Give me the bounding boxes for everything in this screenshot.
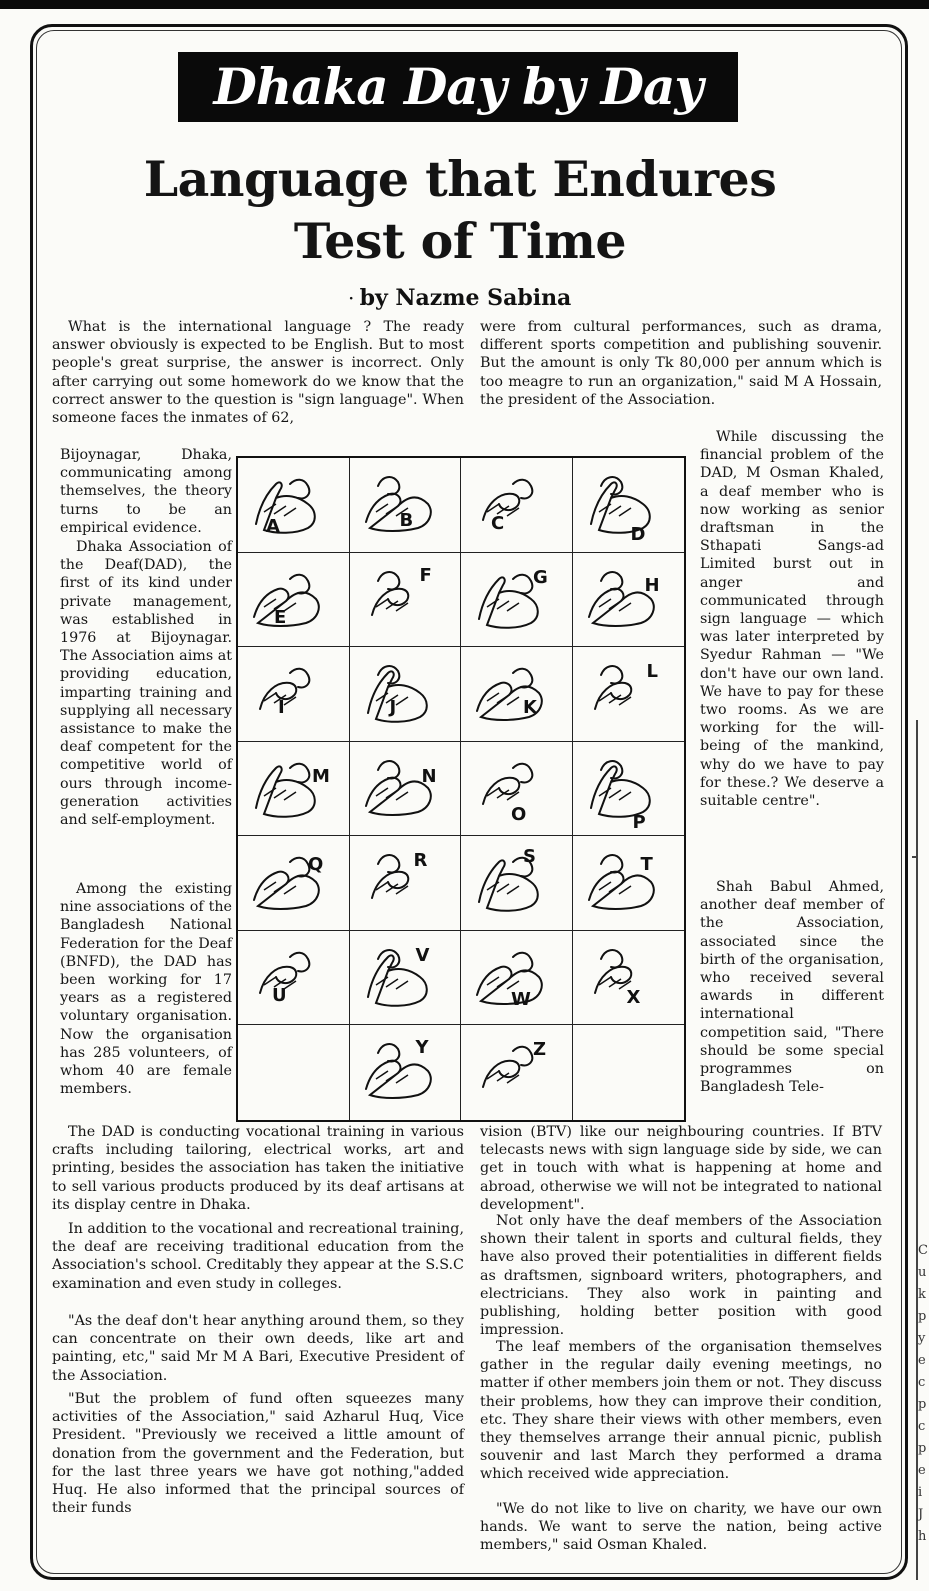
article-paragraph-left-bottom-4: "But the problem of fund often squeezes many activities of the Association," said Azharul Huq, Vice President. "Previously we received a little amount of donation from the government and the Federation, but for the last three years we have got nothing,"added Huq. He also informed that the principal sources of their funds (52, 1391, 464, 1517)
sign-letter-label: W (511, 988, 531, 1010)
article-paragraph-left-bottom-3: "As the deaf don't hear anything around them, so they can concentrate on their own deeds, like art and painting, etc," said Mr M A Bari, Executive President of the Association. (52, 1313, 464, 1384)
finger-line (284, 886, 296, 894)
hand-sign-icon (469, 937, 549, 1011)
hand-fingers (378, 1044, 399, 1061)
hand-outline (591, 766, 650, 816)
hand-outline (479, 861, 538, 911)
sign-cell (573, 836, 685, 931)
sign-letter-label: L (646, 661, 658, 683)
finger-line (386, 1073, 398, 1081)
article-paragraph-left-bottom-1: The DAD is conducting vocational training in various crafts including tailoring, electrical works, art and printing, besides the association has taken the initiative to sell various products produced by its deaf artisans at its display centre in Dhaka. (52, 1124, 464, 1213)
sign-letter-label: H (644, 574, 660, 596)
sign-letter-label: D (630, 524, 646, 545)
hand-outline (589, 872, 654, 909)
hand-fingers (513, 669, 532, 688)
sign-letter-label: M (312, 765, 330, 787)
sign-cell (461, 742, 573, 837)
headline (60, 148, 860, 272)
finger-line (619, 508, 631, 516)
hand-sign-icon (469, 842, 549, 916)
sign-letter-label: P (632, 811, 646, 833)
adjacent-column-tick (912, 856, 918, 858)
sign-cell (573, 742, 685, 837)
article-paragraph-right-bottom-2: Not only have the deaf members of the Association shown their talent in sports and cultural fields, they have also proved their potentialities in different fields as draftsmen, signboard writers, photographers, and electricians. They also work in painting and publishing, holding better position with good impression. (480, 1213, 882, 1339)
finger-line (274, 506, 286, 514)
finger-line (376, 1071, 388, 1079)
finger-line (376, 977, 388, 985)
finger-line (386, 790, 398, 798)
finger-line (507, 697, 519, 705)
finger-line (497, 884, 509, 892)
article-paragraph-narrow-left-2: Dhaka Association of the Deaf(DAD), the first of its kind under private management, was established in 1976 at Bijoynagar. The Association aims at providing education, imparting training and supplying all necessary assistance to make the deaf competent for the competitive world of ours through income-generation activities and self-employment. (60, 539, 232, 829)
hand-outline (483, 777, 519, 803)
sign-cell (350, 742, 462, 837)
sign-letter-label: K (523, 697, 537, 719)
finger-line (609, 790, 621, 798)
sign-cell (350, 553, 462, 648)
sign-letter-label: G (533, 566, 548, 588)
sign-cell (238, 742, 350, 837)
hand-sign-icon (469, 748, 549, 822)
sign-letter-label: R (413, 850, 428, 872)
hand-outline (477, 967, 542, 1004)
hand-outline (256, 766, 315, 816)
finger-line (599, 882, 611, 890)
finger-line (609, 601, 621, 609)
sign-letter-label: C (491, 513, 505, 534)
finger-line (507, 981, 519, 989)
hand-fingers (513, 953, 532, 972)
bullet-dot: · (348, 291, 354, 307)
hand-fingers (290, 858, 309, 877)
hand-sign-icon (581, 464, 661, 538)
hand-fingers (601, 950, 622, 967)
hand-sign-icon (581, 748, 661, 822)
hand-fingers (290, 574, 309, 593)
article-paragraph-right-top: were from cultural performances, such as drama, different sports competition and publishing souvenir. But the amount is only Tk 80,000 per annum which is too meagre to run an organization," said M A Hossain, the president of the Association. (480, 319, 882, 408)
finger-line (609, 884, 621, 892)
finger-line (487, 977, 499, 985)
masthead-title: Dhaka Day by Day (213, 57, 703, 116)
finger-line (599, 504, 611, 512)
sign-cell (461, 553, 573, 648)
masthead-banner (178, 52, 738, 122)
finger-line (507, 603, 519, 611)
finger-line (264, 788, 276, 796)
sign-letter-label: E (274, 606, 287, 628)
adjacent-column-fragments: C u k p y e c p c p e i J h (918, 1243, 928, 1544)
sign-letter-label: J (389, 697, 397, 719)
finger-line (619, 792, 631, 800)
hand-outline (595, 683, 631, 709)
hand-sign-icon (358, 653, 438, 727)
headline-line-1: Language that Endures (143, 150, 777, 208)
sign-cell (350, 647, 462, 742)
hand-sign-icon (246, 653, 326, 727)
article-paragraph-left-bottom-2: In addition to the vocational and recreational training, the deaf are receiving traditional education from the Association's school. Creditably they appear at the S.S.C examination and even study in colleges. (52, 1221, 465, 1292)
finger-line (487, 882, 499, 890)
hand-outline (483, 1061, 519, 1087)
finger-line (264, 882, 276, 890)
sign-letter-label: U (272, 984, 287, 1006)
sign-cell (350, 836, 462, 931)
finger-line (497, 979, 509, 987)
hand-outline (256, 482, 315, 532)
hand-fingers (513, 574, 532, 593)
sign-cell (461, 931, 573, 1026)
finger-line (507, 886, 519, 894)
hand-sign-icon (246, 464, 326, 538)
sign-cell (238, 836, 350, 931)
hand-outline (368, 672, 427, 722)
sign-cell (350, 931, 462, 1026)
hand-fingers (601, 572, 622, 589)
sign-letter-label: X (626, 986, 641, 1008)
sign-letter-label: T (640, 854, 653, 876)
finger-line (396, 981, 408, 989)
hand-fingers (378, 761, 399, 778)
hand-fingers (601, 855, 622, 872)
finger-line (284, 508, 296, 516)
finger-line (599, 788, 611, 796)
finger-line (497, 601, 509, 609)
sign-cell (573, 931, 685, 1026)
sign-letter-label: B (399, 510, 414, 531)
headline-line-2: Test of Time (293, 212, 627, 270)
finger-line (284, 792, 296, 800)
article-paragraph-narrow-left-3: Among the existing nine associations of the Bangladesh National Federation for the Deaf (BNFD), the DAD has been working for 17 years as a registered voluntary organisation. Now the organisation has 285 volunteers, of whom 40 are female members. (60, 881, 232, 1098)
finger-line (264, 504, 276, 512)
byline (300, 284, 620, 313)
hand-fingers (378, 855, 399, 872)
hand-fingers (601, 666, 622, 683)
finger-line (396, 1075, 408, 1083)
article-paragraph-intro: What is the international language ? The ready answer obviously is expected to be English. But to most people's great surprise, the answer is incorrect. Only after carrying out some homework do we know that the correct answer to the question is "sign language". When someone faces the inmates of 62, (52, 319, 464, 427)
finger-line (376, 504, 388, 512)
hand-fingers (290, 763, 309, 782)
finger-line (599, 599, 611, 607)
hand-outline (372, 872, 408, 898)
sign-letter-label: S (523, 846, 536, 868)
sign-cell-empty (238, 1025, 350, 1120)
finger-line (619, 886, 631, 894)
hand-outline (254, 872, 319, 909)
article-paragraph-narrow-right-1: While discussing the financial problem of the DAD, M Osman Khaled, a deaf member who is now working as senior draftsman in the Sthapati Sangs-ad Limited burst out in anger and communicated through sign language — which was later interpreted by Syedur Rahman — "We don't have our own land. We have to pay for these two rooms. As we are working for the will-being of the mankind, why do we have to pay for these.? We deserve a suitable centre". (700, 429, 884, 810)
sign-letter-label: Z (533, 1039, 547, 1061)
hand-outline (372, 588, 408, 614)
finger-line (386, 506, 398, 514)
sign-letter-label: N (421, 765, 437, 787)
sign-cell (461, 647, 573, 742)
sign-cell (573, 553, 685, 648)
finger-line (264, 599, 276, 607)
sign-letter-label: F (419, 564, 432, 586)
hand-sign-icon (358, 464, 438, 538)
top-rule (0, 0, 929, 9)
finger-line (274, 884, 286, 892)
article-paragraph-right-bottom-1: vision (BTV) like our neighbouring countries. If BTV telecasts news with sign language side by side, we can get in touch with what is happening at home and abroad, otherwise we will not be integrated to national development". (480, 1124, 882, 1213)
byline-text: by Nazme Sabina (359, 285, 572, 311)
hand-fingers (378, 572, 399, 589)
finger-line (396, 792, 408, 800)
sign-cell (238, 458, 350, 553)
sign-letter-label: O (511, 803, 527, 825)
hand-sign-icon (581, 559, 661, 633)
sign-cell (238, 647, 350, 742)
hand-sign-icon (469, 653, 549, 727)
hand-fingers (290, 480, 309, 499)
hand-outline (366, 1061, 431, 1098)
finger-line (609, 506, 621, 514)
finger-line (619, 603, 631, 611)
sign-letter-label: V (415, 944, 430, 966)
hand-sign-icon (469, 464, 549, 538)
sign-cell (461, 836, 573, 931)
sign-language-alphabet-figure (236, 456, 686, 1122)
sign-letter-label: Q (308, 854, 324, 876)
finger-line (487, 693, 499, 701)
sign-cell (238, 553, 350, 648)
article-paragraph-right-bottom-3: The leaf members of the organisation themselves gather in the regular daily evening meetings, no matter if other members join them or not. They discuss their problems, how they can improve their condition, etc. They share their views with other members, even they themselves arrange their annual picnic, publish souvenir and last March they performed a drama which received wide appreciation. (480, 1339, 882, 1483)
finger-line (376, 693, 388, 701)
hand-outline (595, 967, 631, 993)
article-paragraph-right-bottom-4: "We do not like to live on charity, we have our own hands. We want to serve the nation, being active members," said Osman Khaled. (480, 1501, 882, 1554)
finger-line (497, 695, 509, 703)
hand-fingers (378, 477, 399, 494)
sign-cell (461, 1025, 573, 1120)
article-paragraph-narrow-right-2: Shah Babul Ahmed, another deaf member of the Association, associated since the birth of the organisation, who received several awards in different international competition said, "There should be some special programmes on Bangladesh Tele- (700, 879, 884, 1096)
sign-cell (350, 1025, 462, 1120)
sign-cell (573, 647, 685, 742)
sign-cell (350, 458, 462, 553)
article-paragraph-narrow-left-1: Bijoynagar, Dhaka, communicating among themselves, the theory turns to be an empirical evidence. (60, 447, 232, 536)
finger-line (274, 790, 286, 798)
sign-cell (238, 931, 350, 1026)
sign-cell (461, 458, 573, 553)
finger-line (396, 697, 408, 705)
finger-line (487, 599, 499, 607)
sign-letter-label: A (266, 516, 280, 537)
sign-cell (573, 458, 685, 553)
finger-line (376, 788, 388, 796)
sign-letter-label: I (278, 697, 285, 719)
hand-outline (254, 588, 319, 625)
hand-sign-icon (581, 937, 661, 1011)
hand-outline (366, 494, 431, 531)
sign-cell-empty (573, 1025, 685, 1120)
finger-line (386, 979, 398, 987)
hand-outline (479, 577, 538, 627)
sign-letter-label: Y (415, 1037, 429, 1059)
